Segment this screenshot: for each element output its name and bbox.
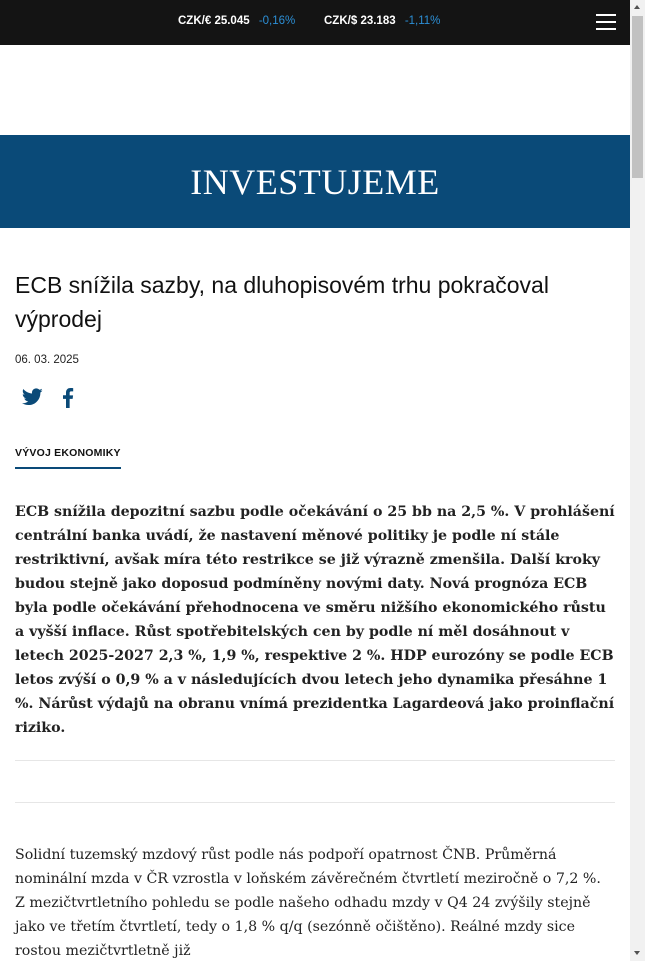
article-title: ECB snížila sazby, na dluhopisovém trhu pokračoval výprodej	[15, 272, 549, 332]
divider	[15, 802, 615, 803]
divider	[15, 760, 615, 761]
ad-placeholder	[0, 45, 630, 135]
ticker-change: -1,11%	[404, 15, 441, 27]
vertical-scrollbar[interactable]	[630, 0, 645, 961]
scroll-up-arrow-icon[interactable]	[630, 0, 645, 15]
ticker-pair: CZK/€	[178, 15, 212, 27]
hamburger-menu-icon[interactable]	[596, 14, 618, 32]
scroll-down-arrow-icon[interactable]	[630, 946, 645, 961]
ticker-item-eur[interactable]	[178, 15, 295, 27]
ticker-change: -0,16%	[258, 15, 296, 27]
currency-ticker-bar	[0, 0, 630, 45]
twitter-icon[interactable]	[22, 388, 43, 411]
ticker-pair: CZK/$	[324, 15, 358, 27]
brand-header	[0, 135, 630, 228]
ticker-item-usd[interactable]	[324, 15, 440, 27]
facebook-icon[interactable]	[62, 388, 74, 413]
scrollbar-thumb[interactable]	[632, 16, 643, 178]
article-lead: ECB snížila depozitní sazbu podle očekávání o 25 bb na 2,5 %. V prohlášení centrální banka uvádí, že nastavení měnové politiky je podle ní stále restriktivní, avšak míra této restrikce se již výrazně zmenšila. Další kroky budou stejně jako doposud podmíněny novými daty. Nová prognóza ECB byla podle očekávání přehodnocena ve směru nižšího ekonomického růstu a vyšší inflace. Růst spotřebitelských cen by podle ní měl dosáhnout v letech 2025-2027 2,3 %, 1,9 %, respektive 2 %. HDP eurozóny se podle ECB letos zvýší o 0,9 % a v následujících dvou letech jeho dynamika přesáhne 1 %. Nárůst výdajů na obranu vnímá prezidentka Lagardeová jako proinflační riziko.	[15, 504, 615, 736]
ticker-value: 25.045	[214, 15, 250, 27]
category-link[interactable]: VÝVOJ EKONOMIKY	[15, 447, 121, 469]
ticker-value: 23.183	[360, 15, 396, 27]
article-date: 06. 03. 2025	[15, 354, 79, 366]
site-logo[interactable]: INVESTUJEME	[190, 162, 440, 202]
article-body: Solidní tuzemský mzdový růst podle nás podpoří opatrnost ČNB. Průměrná nominální mzda v ČR vzrostla v loňském závěrečném čtvrtletí meziročně o 7,2 %. Z mezičtvrtletního pohledu se podle našeho odhadu mzdy v Q4 24 zvýšily stejně jako ve třetím čtvrtletí, tedy o 1,8 % q/q (sezónně očištěno). Reálné mzdy sice rostou mezičtvrtletně již	[15, 847, 601, 959]
